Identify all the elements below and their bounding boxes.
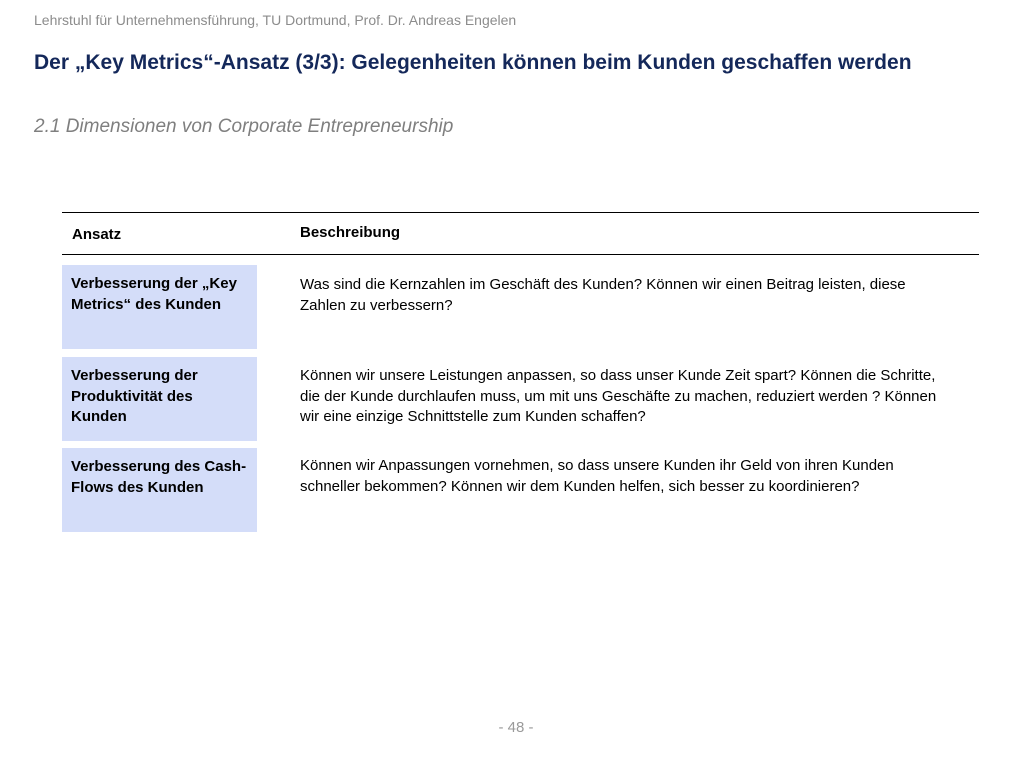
page-number: - 48 - [498,719,534,736]
approach-description: Können wir unsere Leistungen anpassen, so dass unser Kunde Zeit spart? Können die Schritte, die der Kunde durchlaufen muss, um mit uns Geschäfte zu machen, reduziert werden ? Können wir eine einzige Schnittstelle zum Kunden schaffen? [300,367,937,425]
table-header-rule [62,254,979,255]
chair-header: Lehrstuhl für Unternehmensführung, TU Dortmund, Prof. Dr. Andreas Engelen [34,12,517,28]
column-header-approach: Ansatz [72,226,122,243]
slide-title: Der „Key Metrics“-Ansatz (3/3): Gelegenheiten können beim Kunden geschaffen werden [34,51,912,74]
approach-description: Was sind die Kernzahlen im Geschäft des Kunden? Können wir einen Beitrag leisten, diese Zahlen zu verbessern? [300,276,906,314]
slide-subtitle: 2.1 Dimensionen von Corporate Entrepreneurship [34,116,454,137]
approach-label: Verbesserung der „Key Metrics“ des Kunden [62,265,257,349]
table-top-rule [62,212,979,213]
approach-description: Können wir Anpassungen vornehmen, so dass unsere Kunden ihr Geld von ihren Kunden schneller bekommen? Können wir dem Kunden helfen, sich besser zu koordinieren? [300,457,894,495]
column-header-description: Beschreibung [300,224,401,241]
approach-label: Verbesserung des Cash-Flows des Kunden [62,448,257,532]
approach-label: Verbesserung der Produktivität des Kunden [62,357,257,441]
